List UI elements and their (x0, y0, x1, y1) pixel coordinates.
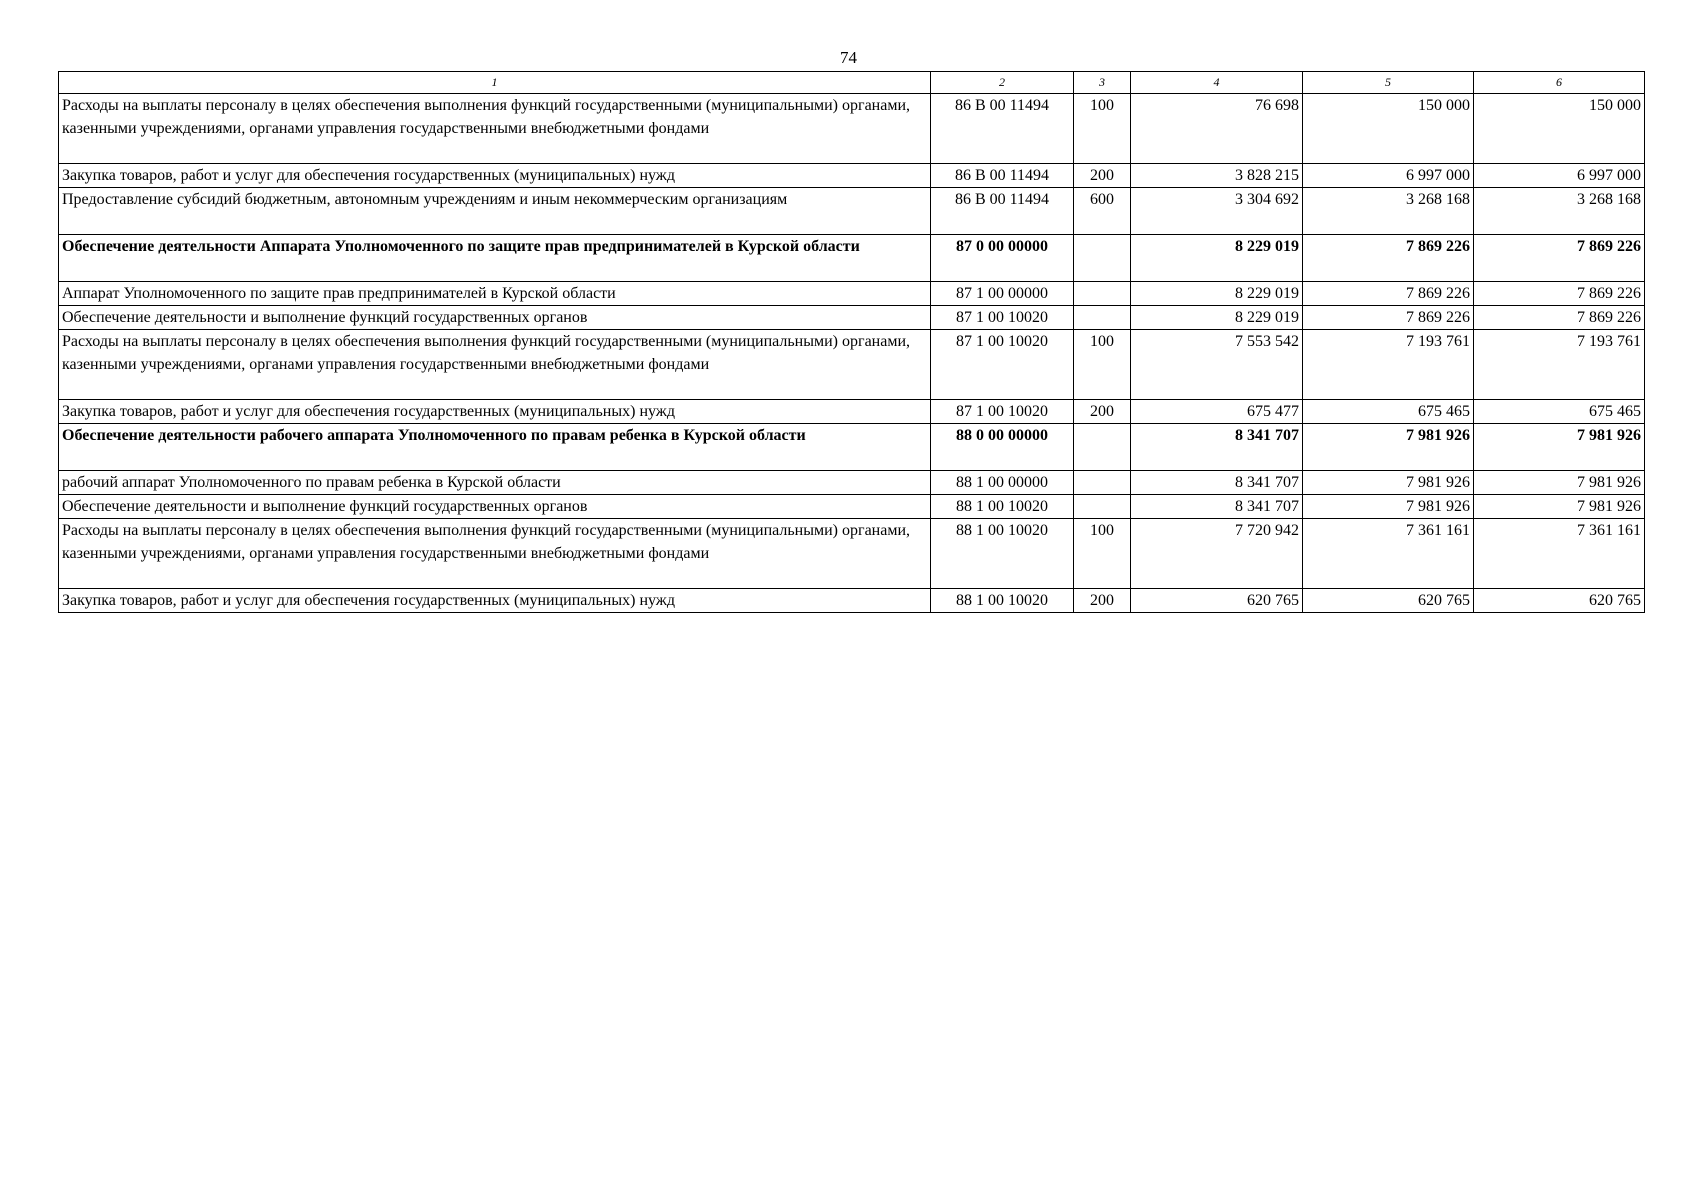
column-number: 6 (1474, 72, 1645, 94)
row-value-cell: 620 765 (1131, 589, 1303, 613)
row-name-cell: Обеспечение деятельности Аппарата Уполномоченного по защите прав предпринимателей в Курской области (59, 235, 931, 282)
budget-table (58, 71, 1645, 613)
row-name-cell: Обеспечение деятельности и выполнение функций государственных органов (59, 495, 931, 519)
row-expense-type-cell (1074, 235, 1131, 282)
row-value-cell: 3 828 215 (1131, 164, 1303, 188)
row-value-cell: 7 981 926 (1303, 495, 1474, 519)
row-code-cell: 88 1 00 10020 (931, 589, 1074, 613)
row-value-cell: 7 981 926 (1474, 495, 1645, 519)
column-number-row (59, 72, 1645, 94)
row-value-cell: 8 341 707 (1131, 471, 1303, 495)
table-row (59, 235, 1645, 282)
row-code-cell: 87 1 00 10020 (931, 330, 1074, 400)
row-expense-type-cell: 100 (1074, 330, 1131, 400)
table-row (59, 306, 1645, 330)
row-value-cell: 7 981 926 (1303, 424, 1474, 471)
row-value-cell: 7 361 161 (1303, 519, 1474, 589)
row-value-cell: 7 361 161 (1474, 519, 1645, 589)
row-value-cell: 620 765 (1303, 589, 1474, 613)
row-code-cell: 86 В 00 11494 (931, 188, 1074, 235)
column-number: 5 (1303, 72, 1474, 94)
row-expense-type-cell: 200 (1074, 400, 1131, 424)
row-code-cell: 87 1 00 00000 (931, 282, 1074, 306)
row-value-cell: 675 477 (1131, 400, 1303, 424)
row-code-cell: 88 0 00 00000 (931, 424, 1074, 471)
row-value-cell: 8 229 019 (1131, 306, 1303, 330)
row-value-cell: 7 981 926 (1474, 424, 1645, 471)
row-value-cell: 7 869 226 (1303, 235, 1474, 282)
row-value-cell: 7 869 226 (1474, 235, 1645, 282)
table-row (59, 94, 1645, 164)
row-value-cell: 3 304 692 (1131, 188, 1303, 235)
row-value-cell: 7 981 926 (1474, 471, 1645, 495)
table-row (59, 424, 1645, 471)
column-number: 1 (59, 72, 931, 94)
table-row (59, 330, 1645, 400)
row-value-cell: 7 869 226 (1474, 282, 1645, 306)
row-value-cell: 3 268 168 (1303, 188, 1474, 235)
row-value-cell: 7 193 761 (1303, 330, 1474, 400)
row-code-cell: 87 0 00 00000 (931, 235, 1074, 282)
row-code-cell: 86 В 00 11494 (931, 94, 1074, 164)
row-value-cell: 7 720 942 (1131, 519, 1303, 589)
row-value-cell: 7 553 542 (1131, 330, 1303, 400)
row-value-cell: 76 698 (1131, 94, 1303, 164)
table-row (59, 400, 1645, 424)
row-name-cell: Обеспечение деятельности рабочего аппарата Уполномоченного по правам ребенка в Курской области (59, 424, 931, 471)
row-name-cell: Закупка товаров, работ и услуг для обеспечения государственных (муниципальных) нужд (59, 589, 931, 613)
row-expense-type-cell (1074, 306, 1131, 330)
row-name-cell: Закупка товаров, работ и услуг для обеспечения государственных (муниципальных) нужд (59, 164, 931, 188)
row-name-cell: Аппарат Уполномоченного по защите прав предпринимателей в Курской области (59, 282, 931, 306)
table-row (59, 282, 1645, 306)
row-code-cell: 87 1 00 10020 (931, 306, 1074, 330)
column-number: 2 (931, 72, 1074, 94)
row-name-cell: Закупка товаров, работ и услуг для обеспечения государственных (муниципальных) нужд (59, 400, 931, 424)
row-value-cell: 7 981 926 (1303, 471, 1474, 495)
row-value-cell: 6 997 000 (1474, 164, 1645, 188)
column-number: 3 (1074, 72, 1131, 94)
row-expense-type-cell: 100 (1074, 94, 1131, 164)
row-code-cell: 88 1 00 10020 (931, 519, 1074, 589)
row-expense-type-cell: 100 (1074, 519, 1131, 589)
row-expense-type-cell: 200 (1074, 589, 1131, 613)
row-expense-type-cell (1074, 424, 1131, 471)
row-value-cell: 620 765 (1474, 589, 1645, 613)
row-name-cell: Расходы на выплаты персоналу в целях обеспечения выполнения функций государственными (муниципальными) органами, казенными учреждениями, органами управления государственными внебюджетными фондами (59, 94, 931, 164)
row-code-cell: 88 1 00 00000 (931, 471, 1074, 495)
row-code-cell: 86 В 00 11494 (931, 164, 1074, 188)
table-row (59, 164, 1645, 188)
table-row (59, 495, 1645, 519)
row-name-cell: Обеспечение деятельности и выполнение функций государственных органов (59, 306, 931, 330)
table-row (59, 519, 1645, 589)
row-value-cell: 675 465 (1303, 400, 1474, 424)
page-number: 74 (840, 48, 857, 67)
row-value-cell: 3 268 168 (1474, 188, 1645, 235)
row-value-cell: 8 229 019 (1131, 235, 1303, 282)
table-row (59, 188, 1645, 235)
row-name-cell: Предоставление субсидий бюджетным, автономным учреждениям и иным некоммерческим организациям (59, 188, 931, 235)
table-body (59, 72, 1645, 613)
row-expense-type-cell (1074, 495, 1131, 519)
table-row (59, 471, 1645, 495)
row-value-cell: 8 341 707 (1131, 424, 1303, 471)
row-expense-type-cell (1074, 282, 1131, 306)
row-value-cell: 7 869 226 (1303, 282, 1474, 306)
row-value-cell: 7 869 226 (1303, 306, 1474, 330)
row-value-cell: 6 997 000 (1303, 164, 1474, 188)
row-name-cell: Расходы на выплаты персоналу в целях обеспечения выполнения функций государственными (муниципальными) органами, казенными учреждениями, органами управления государственными внебюджетными фондами (59, 330, 931, 400)
row-name-cell: рабочий аппарат Уполномоченного по правам ребенка в Курской области (59, 471, 931, 495)
column-number: 4 (1131, 72, 1303, 94)
row-value-cell: 150 000 (1474, 94, 1645, 164)
row-value-cell: 150 000 (1303, 94, 1474, 164)
row-value-cell: 7 193 761 (1474, 330, 1645, 400)
table-row (59, 589, 1645, 613)
row-value-cell: 675 465 (1474, 400, 1645, 424)
row-expense-type-cell: 600 (1074, 188, 1131, 235)
row-expense-type-cell: 200 (1074, 164, 1131, 188)
row-value-cell: 8 341 707 (1131, 495, 1303, 519)
row-name-cell: Расходы на выплаты персоналу в целях обеспечения выполнения функций государственными (муниципальными) органами, казенными учреждениями, органами управления государственными внебюджетными фондами (59, 519, 931, 589)
row-code-cell: 87 1 00 10020 (931, 400, 1074, 424)
row-value-cell: 8 229 019 (1131, 282, 1303, 306)
row-code-cell: 88 1 00 10020 (931, 495, 1074, 519)
row-expense-type-cell (1074, 471, 1131, 495)
row-value-cell: 7 869 226 (1474, 306, 1645, 330)
